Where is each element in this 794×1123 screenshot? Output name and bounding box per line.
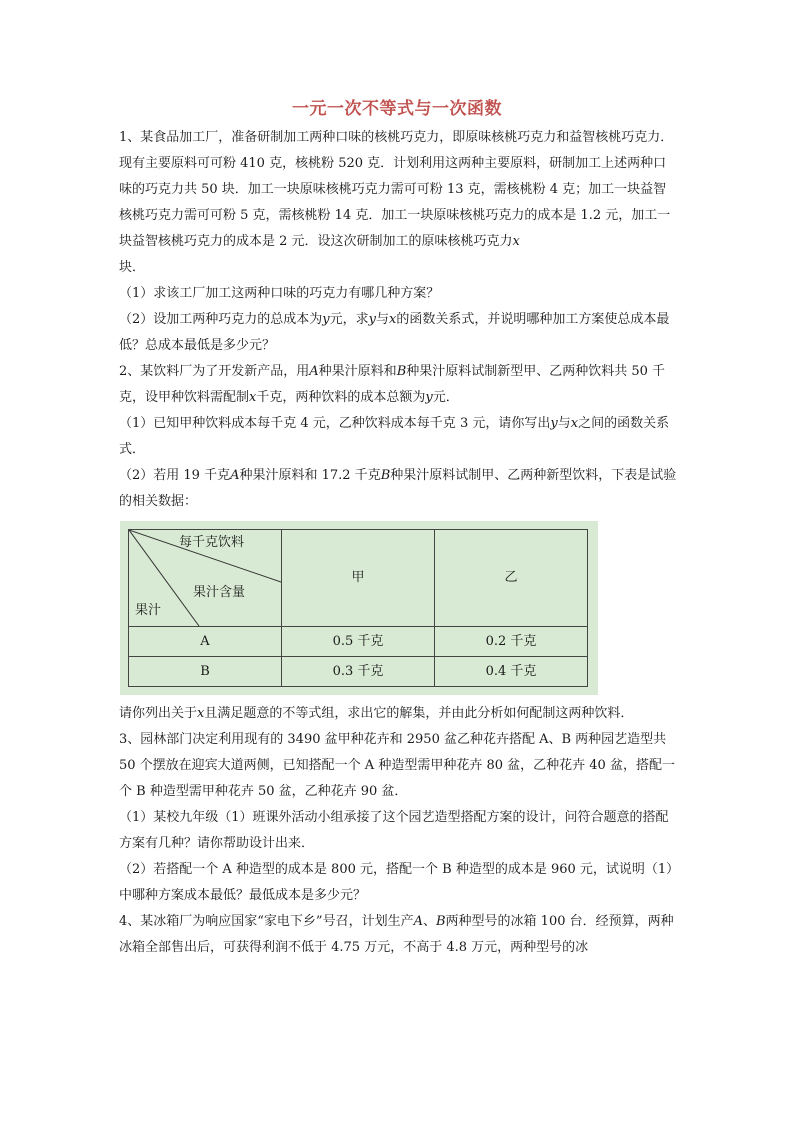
question-3-text: 3、园林部门决定利用现有的 3490 盆甲种花卉和 2950 盆乙种花卉搭配 A、B 两种园艺造型共 50 个摆放在迎宾大道两侧，已知搭配一个 A 种造型需甲种花卉 80 盆，乙种花卉 40 盆，搭配一个 B 种造型需甲种花卉 50 盆，乙种花卉 90 盆． bbox=[119, 732, 675, 799]
question-1-text: 1、某食品加工厂，准备研制加工两种口味的核桃巧克力，即原味核桃巧克力和益智核桃巧克力．现有主要原料可可粉 410 克，核桃粉 520 克．计划利用这两种主要原料，研制加工上述两种口味的巧克力共 50 块．加工一块原味核桃巧克力需可可粉 13 克，需核桃粉 4 克；加工一块益智核桃巧克力需可可粉 5 克，需核桃粉 14 克．加工一块原味核桃巧克力的成本是 1.2 元，加工一块益智核桃巧克力的成本是 2 元．设这次研制加工的原味核桃巧克力x 块． bbox=[119, 130, 674, 275]
corner-label-middle: 果汁含量 bbox=[193, 585, 246, 600]
question-4-text: 4、某冰箱厂为响应国家“家电下乡”号召，计划生产A、B两种型号的冰箱 100 台．经预算，两种冰箱全部售出后，可获得利润不低于 4.75 万元，不高于 4.8 万元，两种型号的冰 bbox=[119, 914, 674, 955]
question-2-sub1: （1）已知甲种饮料成本每千克 4 元，乙种饮料成本每千克 3 元，请你写出y与x之间的函数关系式． bbox=[119, 416, 670, 457]
question-1-sub1: （1）求该工厂加工这两种口味的巧克力有哪几种方案？ bbox=[119, 286, 440, 301]
table-row bbox=[129, 657, 588, 687]
table-cell: 0.5 千克 bbox=[282, 627, 435, 657]
column-header-yi: 乙 bbox=[435, 530, 588, 627]
page-title: 一元一次不等式与一次函数 bbox=[292, 99, 502, 119]
row-label: A bbox=[129, 627, 282, 657]
table-row bbox=[129, 627, 588, 657]
diagonal-header-cell bbox=[129, 530, 282, 627]
table-header-row bbox=[129, 530, 588, 627]
question-3-sub2: （2）若搭配一个 A 种造型的成本是 800 元，搭配一个 B 种造型的成本是 960 元，试说明（1）中哪种方案成本最低？最低成本是多少元？ bbox=[119, 862, 673, 903]
question-3-sub1: （1）某校九年级（1）班课外活动小组承接了这个园艺造型搭配方案的设计，问符合题意的搭配方案有几种？请你帮助设计出来． bbox=[119, 810, 669, 851]
table-cell: 0.3 千克 bbox=[282, 657, 435, 687]
question-1-sub2: （2）设加工两种巧克力的总成本为y元，求y与x的函数关系式，并说明哪种加工方案使总成本最低？总成本最低是多少元？ bbox=[119, 312, 670, 353]
table-cell: 0.4 千克 bbox=[435, 657, 588, 687]
question-2-after-table: 请你列出关于x且满足题意的不等式组，求出它的解集，并由此分析如何配制这两种饮料． bbox=[119, 706, 634, 721]
juice-data-table bbox=[128, 529, 588, 687]
column-header-jia: 甲 bbox=[282, 530, 435, 627]
document-body bbox=[119, 125, 679, 961]
juice-data-table-container bbox=[120, 521, 598, 695]
table-cell: 0.2 千克 bbox=[435, 627, 588, 657]
corner-label-bottom: 果汁 bbox=[135, 603, 162, 618]
corner-label-top: 每千克饮料 bbox=[179, 535, 245, 550]
question-2-sub2: （2）若用 19 千克A种果汁原料和 17.2 千克B种果汁原料试制甲、乙两种新型饮料，下表是试验的相关数据： bbox=[119, 468, 677, 509]
row-label: B bbox=[129, 657, 282, 687]
question-2-text: 2、某饮料厂为了开发新产品，用A种果汁原料和B种果汁原料试制新型甲、乙两种饮料共 50 千克，设甲种饮料需配制x千克，两种饮料的成本总额为y元． bbox=[119, 364, 666, 405]
